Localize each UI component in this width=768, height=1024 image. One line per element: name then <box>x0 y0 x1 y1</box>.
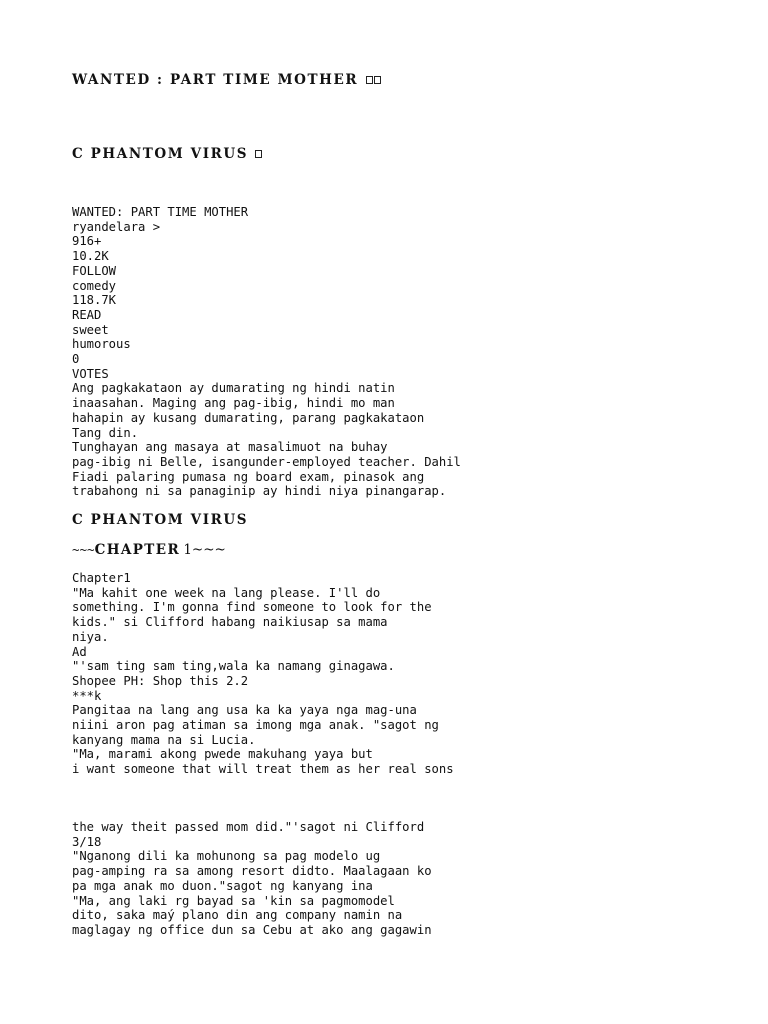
info-line: 10.2K <box>72 249 109 264</box>
document-title-text: WANTED : PART TIME MOTHER <box>72 72 359 88</box>
chapter-marker-word: CHAPTER <box>94 542 181 558</box>
body-line: 3/18 <box>72 834 102 849</box>
body-line: Ad <box>72 644 87 659</box>
author-heading-text: C PHANTOM VIRUS <box>72 146 249 162</box>
info-line: 916+ <box>72 234 102 249</box>
chapter-body-block-2 <box>72 820 432 938</box>
body-line: something. I'm gonna find someone to look for the <box>72 600 432 615</box>
body-line: kanyang mama na si Lucia. <box>72 732 256 747</box>
chapter-marker-prefix: ~~~ <box>72 542 95 557</box>
body-line: the way theit passed mom did."'sagot ni Clifford <box>72 820 425 834</box>
story-info-block <box>72 205 461 499</box>
info-line: 0 <box>72 352 80 367</box>
info-line: Tunghayan ang masaya at masalimuot na buhay <box>72 440 388 455</box>
document-title <box>72 72 381 88</box>
body-line: "Ma, marami akong pwede makuhang yaya but <box>72 747 373 762</box>
body-line: niya. <box>72 629 109 644</box>
info-line: FOLLOW <box>72 263 117 278</box>
info-line: Fiadi palaring pumasa ng board exam, pinasok ang <box>72 469 425 484</box>
info-line: pag-ibig ni Belle, isangunder-employed teacher. Dahil <box>72 454 461 469</box>
body-line: Shopee PH: Shop this 2.2 <box>72 673 249 688</box>
body-line: Chapter1 <box>72 571 131 585</box>
info-line: WANTED: PART TIME MOTHER <box>72 205 249 219</box>
body-line: "Ma, ang laki rg bayad sa 'kin sa pagmomodel <box>72 893 395 908</box>
body-line: Pangitaa na lang ang usa ka ka yaya nga mag-una <box>72 703 417 718</box>
body-line: pag-amping ra sa among resort didto. Maalagaan ko <box>72 864 432 879</box>
body-line: "Nganong dili ka mohunong sa pag modelo ug <box>72 849 381 864</box>
info-line: ryandelara > <box>72 219 161 234</box>
info-line: Ang pagkakataon ay dumarating ng hindi natin <box>72 381 395 396</box>
body-line: "Ma kahit one week na lang please. I'll do <box>72 585 381 600</box>
body-line: "'sam ting sam ting,wala ka namang ginagawa. <box>72 659 395 674</box>
body-line: i want someone that will treat them as her real sons <box>72 762 454 777</box>
chapter-marker <box>72 542 226 558</box>
missing-glyph-icon <box>255 150 262 158</box>
info-line: Tang din. <box>72 425 139 440</box>
info-line: humorous <box>72 337 131 352</box>
info-line: inaasahan. Maging ang pag-ibig, hindi mo man <box>72 396 395 411</box>
missing-glyph-icon <box>374 76 381 84</box>
body-line: pa mga anak mo duon."sagot ng kanyang ina <box>72 878 373 893</box>
author-heading-secondary: C PHANTOM VIRUS <box>72 512 249 528</box>
info-line: sweet <box>72 322 109 337</box>
body-line: maglagay ng office dun sa Cebu at ako ang gagawin <box>72 922 432 937</box>
info-line: comedy <box>72 278 117 293</box>
info-line: trabahong ni sa panaginip ay hindi niya pinangarap. <box>72 484 447 499</box>
missing-glyph-icon <box>366 76 373 84</box>
info-line: READ <box>72 307 102 322</box>
info-line: VOTES <box>72 366 109 381</box>
body-line: niini aron pag atiman sa imong mga anak. "sagot ng <box>72 718 439 733</box>
author-heading <box>72 146 262 162</box>
chapter-body-block-1 <box>72 571 454 777</box>
info-line: hahapin ay kusang dumarating, parang pagkakataon <box>72 410 425 425</box>
body-line: kids." si Clifford habang naikiusap sa mama <box>72 615 388 630</box>
info-line: 118.7K <box>72 293 117 308</box>
chapter-marker-number: 1~~~ <box>183 542 226 558</box>
body-line: dito, saka maý plano din ang company namin na <box>72 908 403 923</box>
body-line: ***k <box>72 688 102 703</box>
